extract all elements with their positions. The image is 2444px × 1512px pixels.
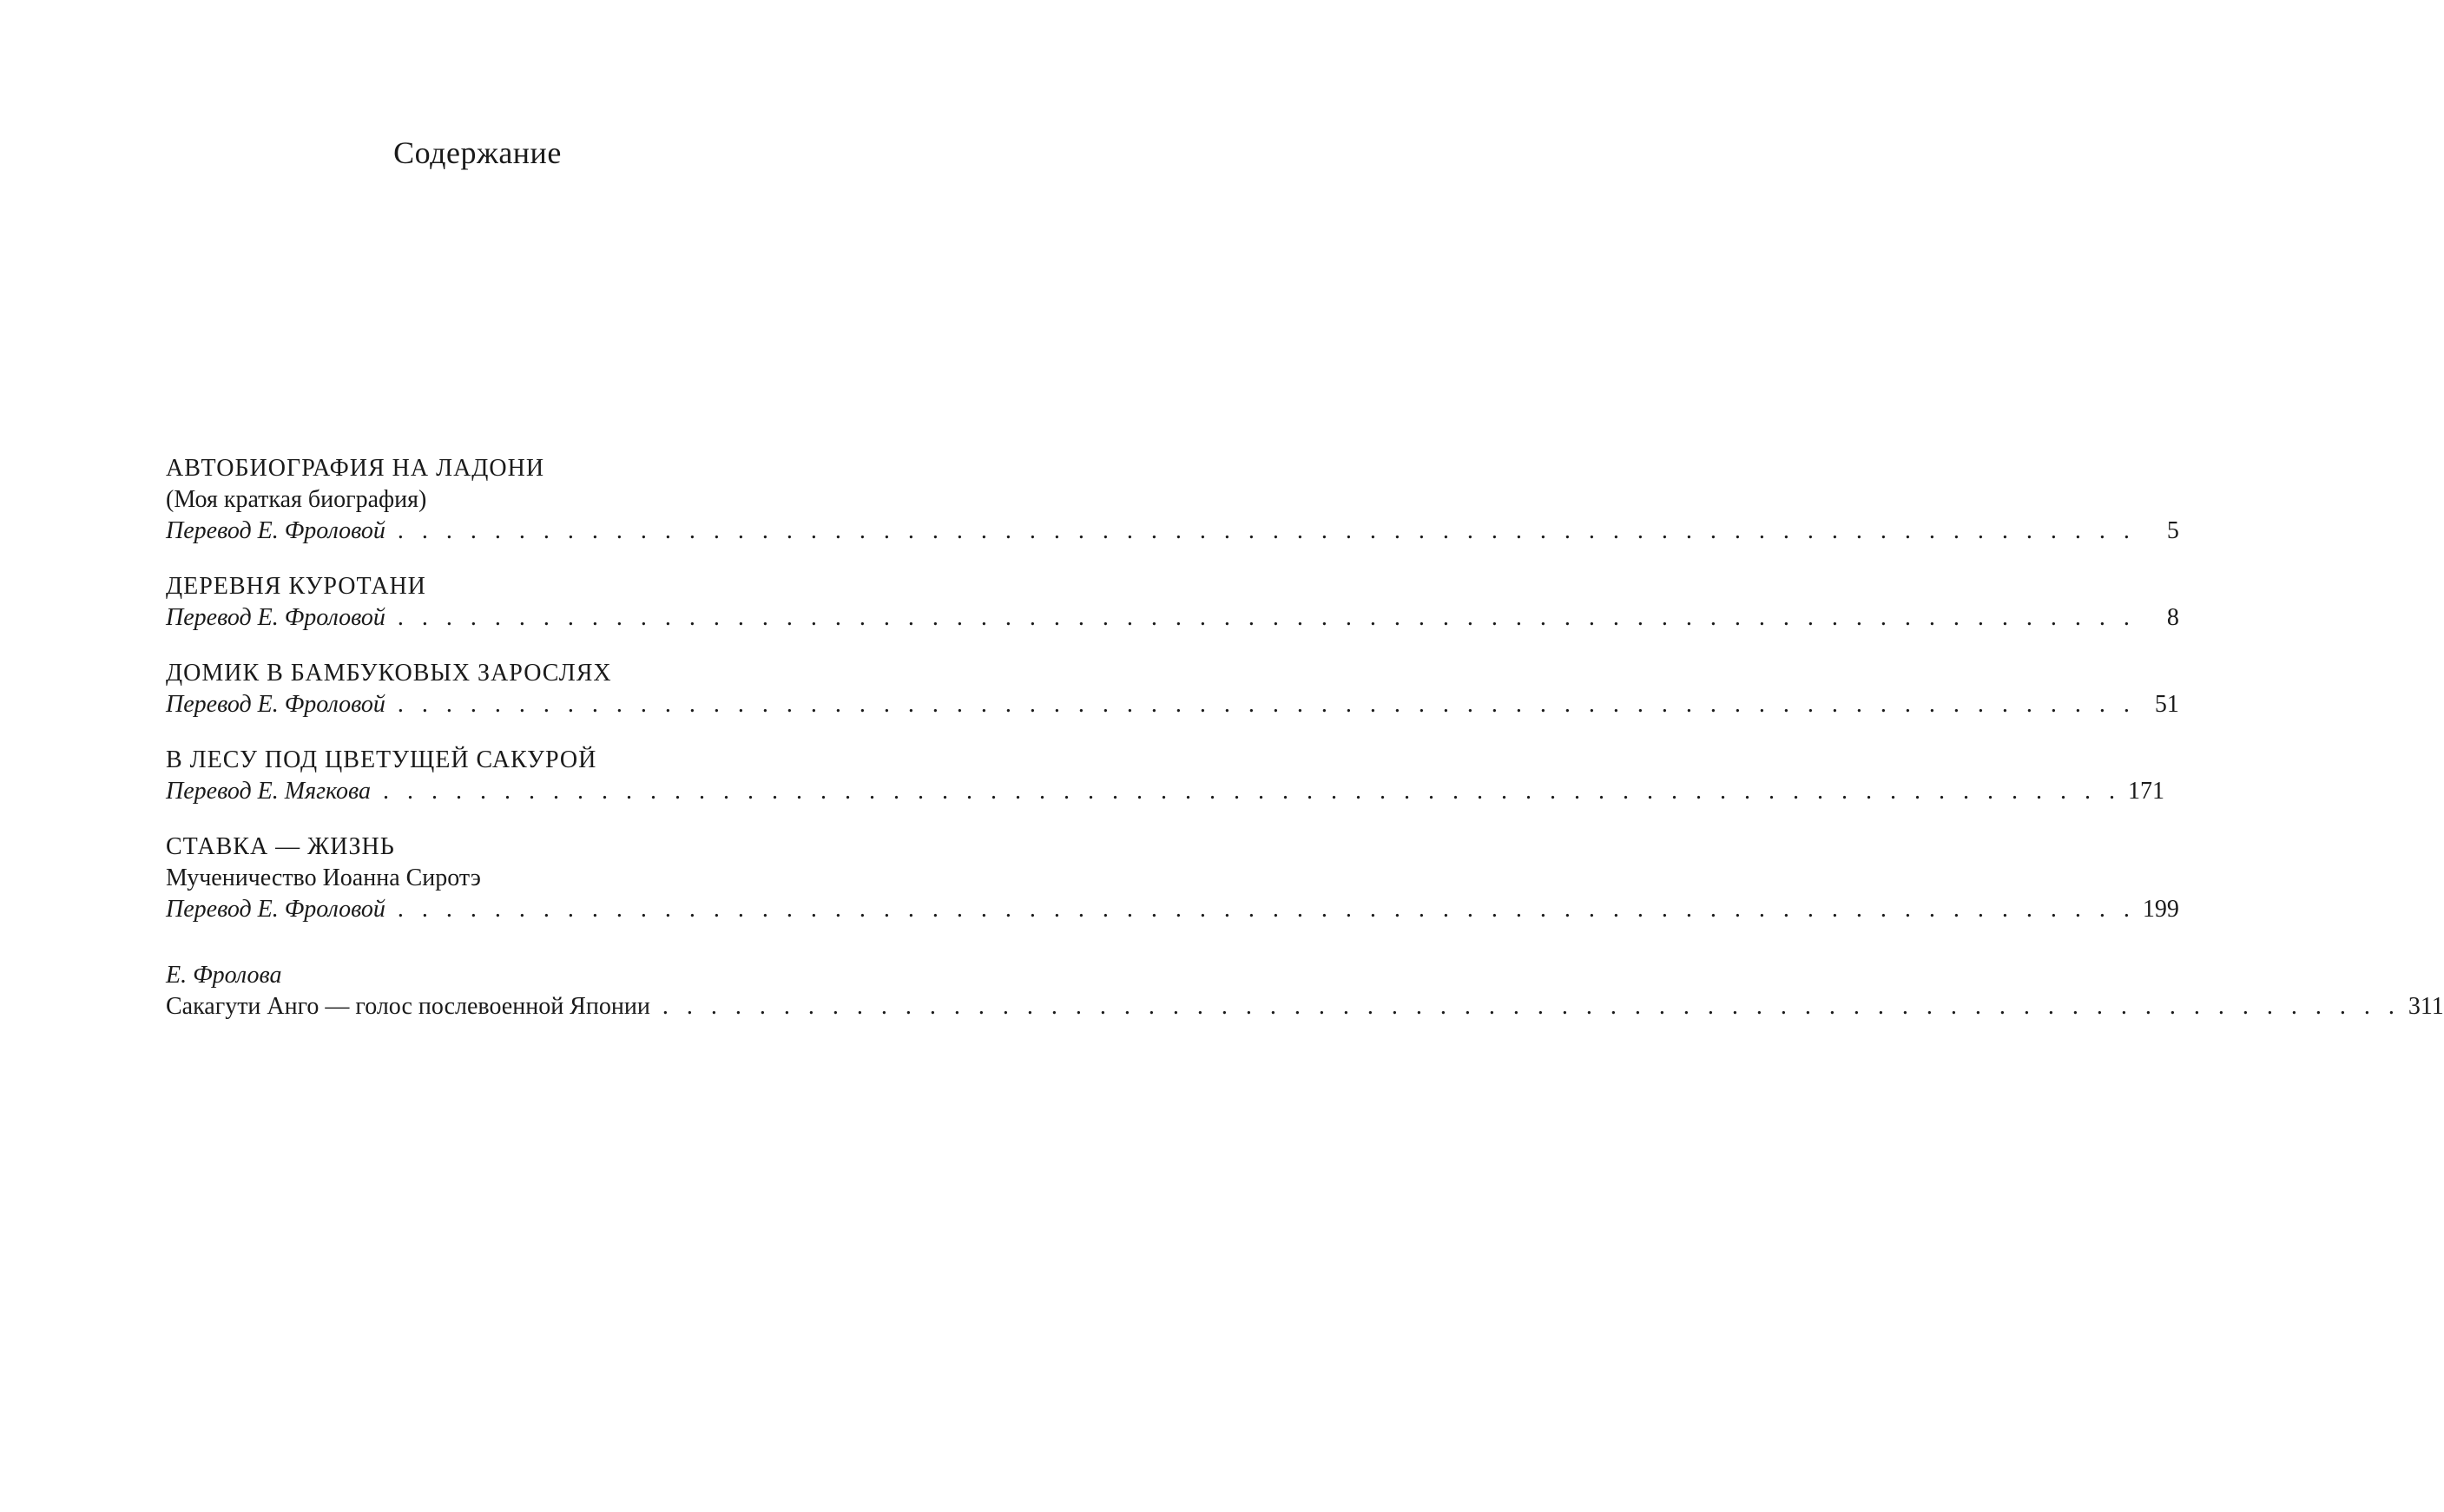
dot-leader: . . . . . . . . . . . . . . . . . . . . . . . . . . . . . . . . . . . . . . . . . . . . . . . . . . . . . . . . . . . . . . . . . . . . . . . . [397,604,2136,631]
dot-leader: . . . . . . . . . . . . . . . . . . . . . . . . . . . . . . . . . . . . . . . . . . . . . . . . . . . . . . . . . . . . . . . . . . . . . . . . [397,517,2136,544]
afterword-title: Сакагути Анго — голос послевоенной Японии [166,993,650,1020]
entry-page-number: 199 [2142,896,2179,923]
entry-translator: Перевод Е. Фроловой [166,691,385,718]
entry-translator: Перевод Е. Фроловой [166,517,385,544]
entry-page-number: 5 [2166,517,2179,544]
dot-leader: . . . . . . . . . . . . . . . . . . . . . . . . . . . . . . . . . . . . . . . . . . . . . . . . . . . . . . . . . . . . . . . . . . . . . . . . [397,896,2136,923]
entry-page-number: 8 [2166,604,2179,631]
entry-translator: Перевод Е. Фроловой [166,604,385,631]
entry-translator-row [166,894,2179,925]
dot-leader: . . . . . . . . . . . . . . . . . . . . . . . . . . . . . . . . . . . . . . . . . . . . . . . . . . . . . . . . . . . . . . . . . . . . . . . . [662,993,2401,1020]
entry-translator-row [166,689,2179,720]
dot-leader: . . . . . . . . . . . . . . . . . . . . . . . . . . . . . . . . . . . . . . . . . . . . . . . . . . . . . . . . . . . . . . . . . . . . . . . . [383,778,2122,805]
toc-entry [166,745,2165,807]
table-of-contents [166,453,2444,1022]
toc-entry [166,571,2179,634]
entry-translator-row [166,602,2179,634]
afterword-entry [166,960,2444,1022]
entry-title: СТАВКА — ЖИЗНЬ [166,833,395,860]
entry-translator-row [166,776,2165,807]
entry-subtitle: (Моя краткая биография) [166,486,427,513]
toc-entry [166,832,2179,925]
entry-title: ДЕРЕВНЯ КУРОТАНИ [166,573,426,600]
entry-translator-row [166,516,2179,547]
afterword-page-number: 311 [2408,993,2444,1020]
dot-leader: . . . . . . . . . . . . . . . . . . . . . . . . . . . . . . . . . . . . . . . . . . . . . . . . . . . . . . . . . . . . . . . . . . . . . . . . [397,691,2136,718]
afterword-author: Е. Фролова [166,962,282,989]
entry-translator: Перевод Е. Фроловой [166,896,385,923]
page-title: Содержание [393,135,562,170]
afterword-row [166,991,2444,1022]
toc-entry [166,453,2179,547]
entry-translator: Перевод Е. Мягкова [166,778,372,805]
entry-page-number: 51 [2154,691,2179,718]
entry-title: АВТОБИОГРАФИЯ НА ЛАДОНИ [166,455,545,482]
entry-page-number: 171 [2128,778,2165,805]
entry-title: ДОМИК В БАМБУКОВЫХ ЗАРОСЛЯХ [166,660,612,687]
entry-subtitle: Мученичество Иоанна Сиротэ [166,864,481,891]
toc-entry [166,658,2179,720]
entry-title: В ЛЕСУ ПОД ЦВЕТУЩЕЙ САКУРОЙ [166,746,597,773]
